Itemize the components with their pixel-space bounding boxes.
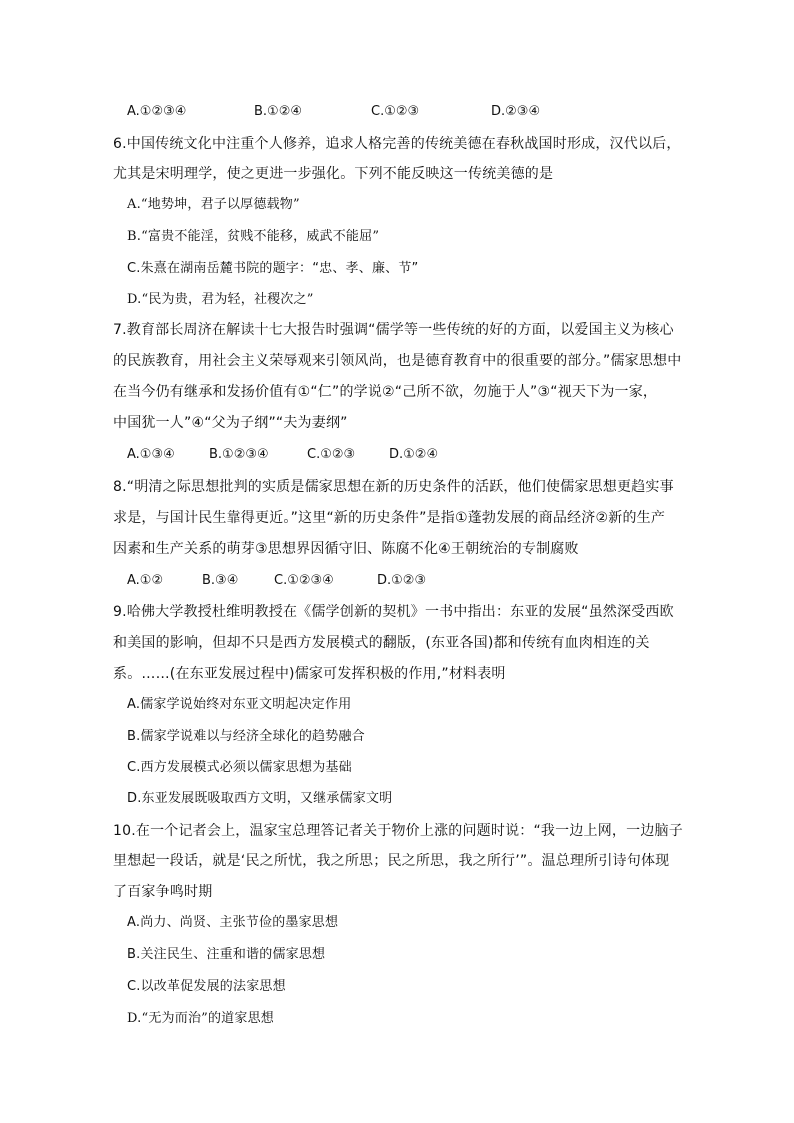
q5-option-b: B.①②④ <box>254 104 303 119</box>
q5-option-d: D.②③④ <box>491 104 541 119</box>
q9-stem-line3: 系。……(在东亚发展过程中)儒家可发挥积极的作用,”材料表明 <box>113 666 506 682</box>
q9-option-b: B.儒家学说难以与经济全球化的趋势融合 <box>127 729 365 744</box>
q10-stem-line2: 里想起一段话，就是‘民之所忧，我之所思；民之所思，我之所行’”。温总理所引诗句体现 <box>113 853 670 869</box>
q6-stem-line2: 尤其是宋明理学，使之更进一步强化。下列不能反映这一传统美德的是 <box>113 166 554 182</box>
q7-stem-line3: 在当今仍有继承和发扬价值有①“仁”的学说②“己所不欲，勿施于人”③“视天下为一家， <box>113 384 658 400</box>
q7-option-a: A.①③④ <box>127 447 175 462</box>
q10-option-a: A.尚力、尚贤、主张节俭的墨家思想 <box>127 915 339 930</box>
q8-option-c: C.①②③④ <box>274 573 334 588</box>
q9-option-c: C.西方发展模式必须以儒家思想为基础 <box>127 760 352 775</box>
q7-stem-line2: 的民族教育，用社会主义荣辱观来引领风尚，也是德育教育中的很重要的部分。”儒家思想中 <box>113 353 682 369</box>
q9-option-a: A.儒家学说始终对东亚文明起决定作用 <box>127 697 352 712</box>
q6-option-a: A.“地势坤，君子以厚德载物” <box>127 197 300 212</box>
q10-option-d: D.“无为而治”的道家思想 <box>127 1011 274 1026</box>
q10-stem-line3: 了百家争鸣时期 <box>113 884 213 900</box>
q7-stem-line4: 中国犹一人”④“父为子纲”“夫为妻纲” <box>113 415 348 431</box>
q8-option-b: B.③④ <box>202 573 239 588</box>
q9-stem-line1: 9.哈佛大学教授杜维明教授在《儒学创新的契机》一书中指出：东亚的发展“虽然深受西欧 <box>113 604 674 620</box>
q8-option-a: A.①② <box>127 573 164 588</box>
q10-option-b: B.关注民生、注重和谐的儒家思想 <box>127 947 326 962</box>
q8-stem-line2: 求是，与国计民生靠得更近。”这里“新的历史条件”是指①蓬勃发展的商品经济②新的生产 <box>113 510 666 526</box>
q8-option-d: D.①②③ <box>377 573 427 588</box>
q5-option-a: A.①②③④ <box>127 104 187 119</box>
q9-option-d: D.东亚发展既吸取西方文明，又继承儒家文明 <box>127 791 393 806</box>
q6-stem-line1: 6.中国传统文化中注重个人修养，追求人格完善的传统美德在春秋战国时形成，汉代以后， <box>113 136 681 152</box>
q8-stem-line1: 8.“明清之际思想批判的实质是儒家思想在新的历史条件的活跃，他们使儒家思想更趋实事 <box>113 479 674 495</box>
q9-stem-line2: 和美国的影响，但却不只是西方发展模式的翻版，(东亚各国)都和传统有血肉相连的关 <box>113 635 650 651</box>
q6-option-b: B.“富贵不能淫，贫贱不能移，威武不能屈” <box>127 229 380 244</box>
q6-option-c: C.朱熹在湖南岳麓书院的题字：“忠、孝、廉、节” <box>127 261 419 276</box>
q7-stem-line1: 7.教育部长周济在解读十七大报告时强调“儒学等一些传统的好的方面，以爱国主义为核心 <box>113 322 674 338</box>
q8-stem-line3: 因素和生产关系的萌芽③思想界因循守旧、陈腐不化④王朝统治的专制腐败 <box>113 541 579 557</box>
q7-option-b: B.①②③④ <box>209 447 269 462</box>
q10-stem-line1: 10.在一个记者会上，温家宝总理答记者关于物价上涨的问题时说：“我一边上网，一边脑子 <box>113 823 683 839</box>
q6-option-d: D.“民为贵，君为轻，社稷次之” <box>127 292 314 307</box>
q10-option-c: C.以改革促发展的法家思想 <box>127 979 286 994</box>
q5-option-c: C.①②③ <box>371 104 420 119</box>
q7-option-d: D.①②④ <box>389 447 439 462</box>
q7-option-c: C.①②③ <box>307 447 356 462</box>
